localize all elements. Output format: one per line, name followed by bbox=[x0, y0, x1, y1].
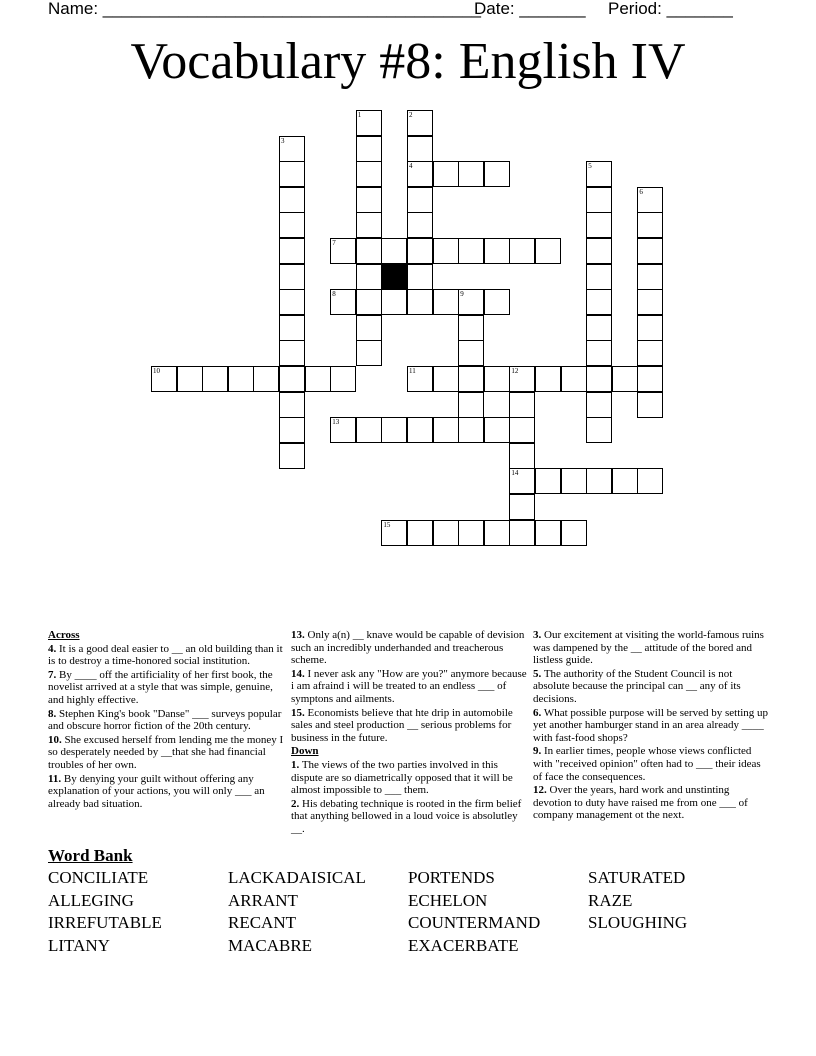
grid-cell[interactable] bbox=[356, 417, 382, 443]
grid-cell[interactable] bbox=[561, 520, 587, 546]
clue-across: 14. I never ask any "How are you?" anymore because i am afraind i will be treated to an endless ___ of symptons and ailments. bbox=[291, 667, 527, 705]
grid-cell[interactable] bbox=[279, 340, 305, 366]
grid-cell[interactable] bbox=[279, 161, 305, 187]
clue-number: 13 bbox=[332, 418, 340, 427]
grid-cell[interactable] bbox=[561, 468, 587, 494]
grid-cell[interactable] bbox=[509, 417, 535, 443]
clue-down: 2. His debating technique is rooted in the firm belief that anything bellowed in a loud voice is absolutley __. bbox=[291, 797, 522, 835]
grid-cell[interactable] bbox=[458, 392, 484, 418]
clue-number: 1 bbox=[357, 111, 362, 119]
grid-cell[interactable] bbox=[253, 366, 279, 392]
clue-across: 15. Economists believe that hte drip in automobile sales and steel production __ serious problems for business in the future. bbox=[291, 706, 513, 744]
grid-cell[interactable] bbox=[535, 366, 561, 392]
grid-cell[interactable] bbox=[177, 366, 203, 392]
grid-cell[interactable] bbox=[407, 520, 433, 546]
grid-cell[interactable] bbox=[458, 161, 484, 187]
grid-cell[interactable] bbox=[484, 366, 510, 392]
grid-cell[interactable] bbox=[586, 315, 612, 341]
grid-cell[interactable] bbox=[356, 136, 382, 162]
grid-cell[interactable] bbox=[586, 340, 612, 366]
grid-cell[interactable] bbox=[458, 366, 484, 392]
period-field: Period: _______ bbox=[608, 0, 733, 18]
word-bank-item: PORTENDS bbox=[408, 868, 495, 887]
word-bank-item: COUNTERMAND bbox=[408, 913, 541, 932]
clue-number: 5 bbox=[588, 162, 592, 171]
grid-cell[interactable] bbox=[509, 494, 535, 520]
grid-cell[interactable] bbox=[407, 238, 433, 264]
grid-cell[interactable] bbox=[407, 212, 433, 238]
clue-number: 4 bbox=[409, 162, 413, 171]
grid-cell[interactable] bbox=[535, 468, 561, 494]
grid-cell[interactable] bbox=[279, 264, 305, 290]
grid-cell[interactable] bbox=[407, 264, 433, 290]
word-bank-item: LACKADAISICAL bbox=[228, 868, 366, 887]
grid-cell[interactable] bbox=[407, 417, 433, 443]
grid-cell[interactable] bbox=[586, 161, 612, 187]
clue-number: 9 bbox=[460, 290, 464, 299]
grid-cell[interactable] bbox=[279, 289, 305, 315]
grid-cell[interactable] bbox=[330, 289, 356, 315]
grid-cell[interactable] bbox=[586, 366, 612, 392]
grid-cell[interactable] bbox=[407, 161, 433, 187]
clue-number: 14 bbox=[511, 469, 519, 478]
grid-cell[interactable] bbox=[561, 366, 587, 392]
grid-cell[interactable] bbox=[279, 443, 305, 469]
clue-number: 15 bbox=[383, 520, 391, 529]
grid-cell[interactable] bbox=[279, 238, 305, 264]
grid-cell[interactable] bbox=[637, 289, 663, 315]
grid-cell[interactable] bbox=[484, 520, 510, 546]
grid-cell[interactable] bbox=[356, 238, 382, 264]
grid-cell[interactable] bbox=[433, 417, 459, 443]
clue-number: 6 bbox=[639, 187, 643, 196]
grid-cell[interactable] bbox=[637, 264, 663, 290]
across-heading: Across bbox=[48, 629, 80, 641]
clue-down: 5. The authority of the Student Council is not absolute because the principal can __ any of its decisions. bbox=[533, 667, 741, 705]
grid-cell[interactable] bbox=[484, 238, 510, 264]
grid-cell[interactable] bbox=[637, 366, 663, 392]
grid-cell[interactable] bbox=[509, 366, 535, 392]
grid-cell[interactable] bbox=[356, 212, 382, 238]
grid-cell[interactable] bbox=[637, 187, 663, 213]
grid-cell[interactable] bbox=[509, 392, 535, 418]
grid-cell[interactable] bbox=[381, 417, 407, 443]
word-bank-item: CONCILIATE bbox=[48, 868, 149, 887]
grid-cell[interactable] bbox=[484, 161, 510, 187]
word-bank-item: ARRANT bbox=[228, 891, 298, 910]
grid-cell[interactable] bbox=[330, 366, 356, 392]
date-field: Date: _______ bbox=[474, 0, 586, 18]
grid-cell[interactable] bbox=[586, 468, 612, 494]
grid-cell[interactable] bbox=[356, 110, 382, 136]
grid-cell[interactable] bbox=[637, 340, 663, 366]
word-bank-item: IRREFUTABLE bbox=[48, 913, 162, 932]
grid-cell[interactable] bbox=[509, 443, 535, 469]
grid-cell[interactable] bbox=[407, 366, 433, 392]
word-bank-item: EXACERBATE bbox=[408, 936, 519, 955]
grid-cell[interactable] bbox=[586, 392, 612, 418]
word-bank-item: SATURATED bbox=[588, 868, 686, 887]
grid-cell[interactable] bbox=[637, 238, 663, 264]
grid-cell[interactable] bbox=[637, 212, 663, 238]
grid-cell[interactable] bbox=[433, 238, 459, 264]
grid-cell[interactable] bbox=[151, 366, 177, 392]
grid-cell[interactable] bbox=[407, 289, 433, 315]
grid-cell[interactable] bbox=[458, 520, 484, 546]
grid-cell[interactable] bbox=[535, 520, 561, 546]
grid-cell[interactable] bbox=[330, 238, 356, 264]
grid-cell[interactable] bbox=[279, 187, 305, 213]
grid-cell[interactable] bbox=[535, 238, 561, 264]
clue-number: 7 bbox=[332, 239, 336, 247]
clue-down: 3. Our excitement at visiting the world-famous ruins was dampened by the __ attitude of the bored and listless guide. bbox=[533, 629, 764, 667]
grid-cell[interactable] bbox=[228, 366, 254, 392]
grid-cell[interactable] bbox=[202, 366, 228, 392]
grid-cell[interactable] bbox=[484, 417, 510, 443]
grid-cell[interactable] bbox=[637, 468, 663, 494]
clue-number: 2 bbox=[409, 111, 413, 119]
grid-cell[interactable] bbox=[381, 238, 407, 264]
grid-cell[interactable] bbox=[509, 238, 535, 264]
word-bank-item: SLOUGHING bbox=[588, 913, 688, 932]
grid-cell[interactable] bbox=[433, 366, 459, 392]
word-bank-item: LITANY bbox=[48, 936, 110, 955]
clue-number: 12 bbox=[511, 367, 519, 375]
word-bank-item: ECHELON bbox=[408, 891, 488, 910]
grid-cell[interactable] bbox=[458, 417, 484, 443]
name-field: Name: ________________________________________ bbox=[48, 0, 481, 18]
clue-number: 10 bbox=[153, 367, 160, 375]
grid-cell[interactable] bbox=[407, 110, 433, 136]
clue-number: 3 bbox=[281, 136, 285, 145]
clue-across: 4. It is a good deal easier to __ an old building than it is to destroy a time-honored social institution. bbox=[48, 642, 283, 668]
grid-cell[interactable] bbox=[356, 340, 382, 366]
grid-cell[interactable] bbox=[586, 417, 612, 443]
clue-down: 6. What possible purpose will be served by setting up yet another hamburger stand in an area already ____ with fast-food shops? bbox=[533, 706, 769, 744]
clues-column-2 bbox=[291, 629, 527, 837]
grid-cell[interactable] bbox=[509, 468, 535, 494]
clue-across: 10. She excused herself from lending me the money I so desperately needed by __that she had financial troubles of her own. bbox=[48, 733, 284, 771]
clue-down: 9. In earlier times, people whose views conflicted with "received opinion" often had to ___ their ideas of face the consequences. bbox=[533, 745, 761, 783]
grid-cell[interactable] bbox=[509, 520, 535, 546]
grid-cell[interactable] bbox=[279, 212, 305, 238]
grid-cell[interactable] bbox=[356, 315, 382, 341]
clue-across: 11. By denying your guilt without offering any explanation of your actions, you will only ___ an already bad situation. bbox=[48, 772, 265, 810]
grid-cell[interactable] bbox=[637, 392, 663, 418]
word-bank-item: RAZE bbox=[588, 891, 633, 910]
grid-cell[interactable] bbox=[305, 366, 331, 392]
grid-cell[interactable] bbox=[356, 161, 382, 187]
grid-cell[interactable] bbox=[458, 315, 484, 341]
grid-cell[interactable] bbox=[433, 161, 459, 187]
grid-cell[interactable] bbox=[433, 289, 459, 315]
grid-cell[interactable] bbox=[433, 520, 459, 546]
grid-cell[interactable] bbox=[586, 238, 612, 264]
grid-cell[interactable] bbox=[330, 417, 356, 443]
grid-cell[interactable] bbox=[356, 289, 382, 315]
grid-cell[interactable] bbox=[407, 187, 433, 213]
grid-cell[interactable] bbox=[586, 187, 612, 213]
grid-cell[interactable] bbox=[586, 264, 612, 290]
grid-cell[interactable] bbox=[381, 520, 407, 546]
clue-number: 8 bbox=[332, 290, 336, 299]
word-bank-item: MACABRE bbox=[228, 936, 313, 955]
down-heading: Down bbox=[291, 745, 319, 758]
grid-cell[interactable] bbox=[586, 212, 612, 238]
grid-cell[interactable] bbox=[279, 392, 305, 418]
grid-cell[interactable] bbox=[279, 417, 305, 443]
grid-cell[interactable] bbox=[407, 136, 433, 162]
grid-cell[interactable] bbox=[612, 366, 638, 392]
grid-cell[interactable] bbox=[381, 289, 407, 315]
grid-cell[interactable] bbox=[484, 289, 510, 315]
clue-down: 1. The views of the two parties involved in this dispute are so diametrically opposed that it will be almost impossible to ___ them. bbox=[291, 758, 513, 797]
clue-down: 12. Over the years, hard work and unstinting devotion to duty have raised me from one ___ of company management ot the next. bbox=[533, 784, 748, 822]
grid-cell[interactable] bbox=[279, 136, 305, 162]
page-title: Vocabulary #8: English IV bbox=[130, 33, 686, 90]
grid-cell[interactable] bbox=[458, 340, 484, 366]
clue-number: 11 bbox=[409, 367, 416, 375]
word-bank-title: Word Bank bbox=[48, 846, 133, 865]
word-bank-item: ALLEGING bbox=[48, 891, 134, 910]
clue-across: 7. By ____ off the artificiality of her first book, the novelist arrived at a style that was simple, genuine, and highly effective. bbox=[48, 668, 273, 706]
grid-cell[interactable] bbox=[279, 315, 305, 341]
word-bank-item: RECANT bbox=[228, 913, 296, 932]
clues-column-3 bbox=[533, 629, 769, 823]
clue-across: 13. Only a(n) __ knave would be capable of devision such an incredibly underhanded and treacherous scheme. bbox=[291, 629, 525, 667]
clue-across: 8. Stephen King's book "Danse" ___ surveys popular and obscure horror fiction of the 20th century. bbox=[48, 707, 282, 733]
clues-column-1 bbox=[48, 629, 284, 811]
grid-cell[interactable] bbox=[356, 264, 382, 290]
grid-cell[interactable] bbox=[612, 468, 638, 494]
grid-cell[interactable] bbox=[586, 289, 612, 315]
grid-cell[interactable] bbox=[458, 289, 484, 315]
grid-cell[interactable] bbox=[637, 315, 663, 341]
grid-cell[interactable] bbox=[356, 187, 382, 213]
black-square bbox=[381, 264, 407, 290]
grid-cell[interactable] bbox=[279, 366, 305, 392]
grid-cell[interactable] bbox=[458, 238, 484, 264]
